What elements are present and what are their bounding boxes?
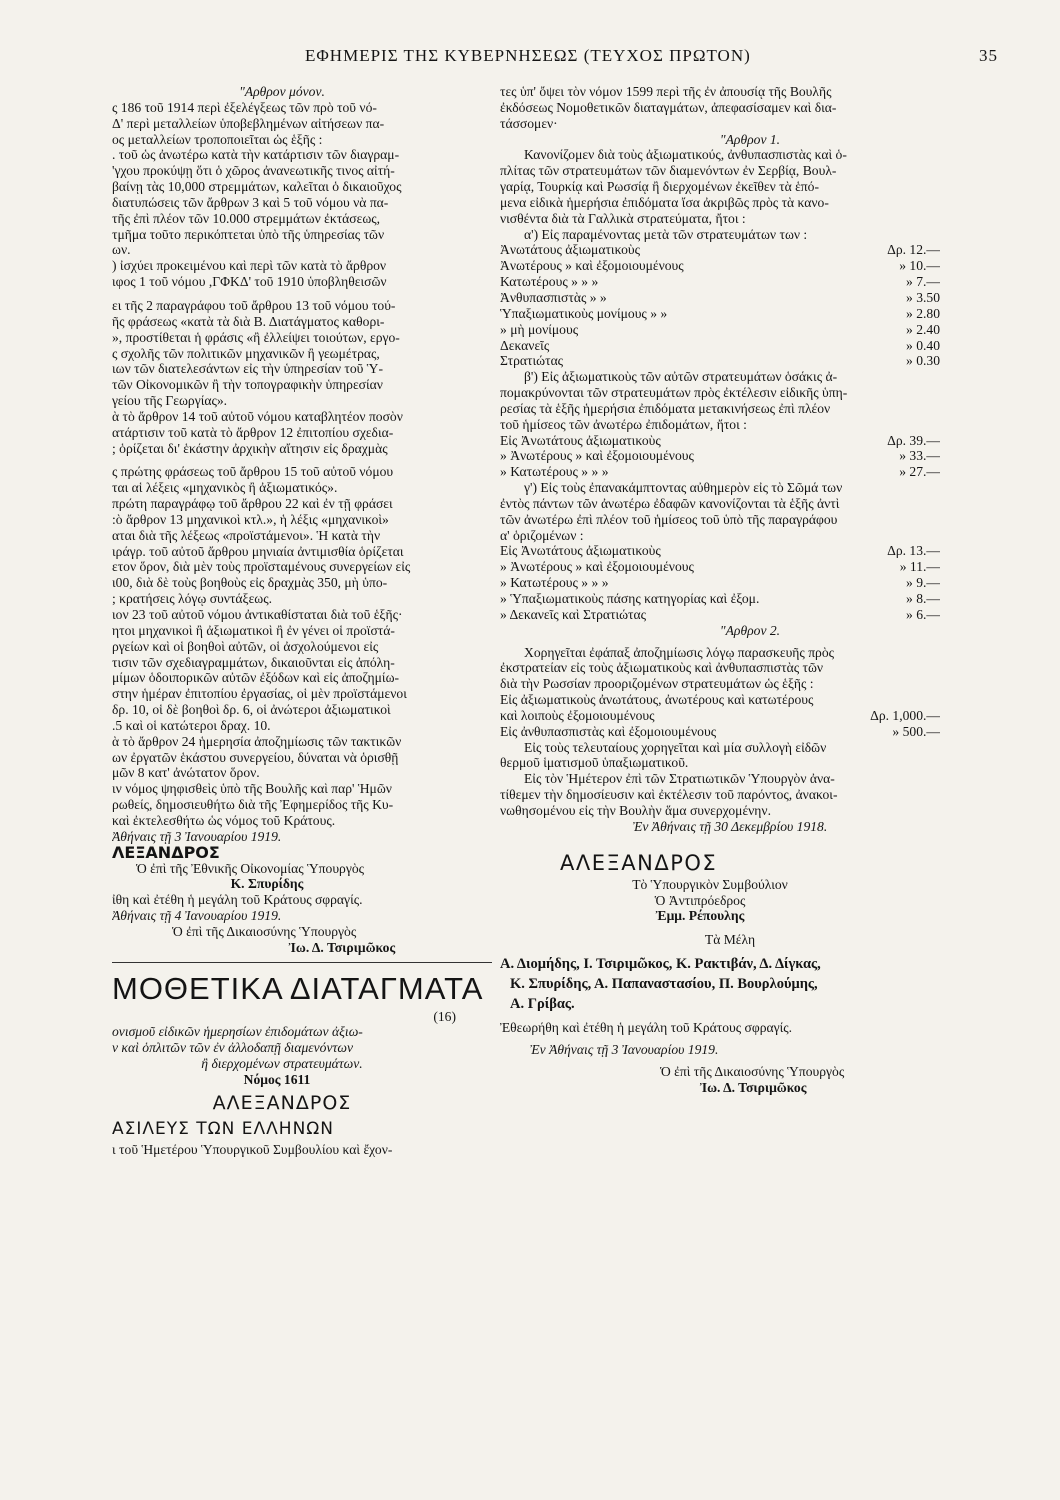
text-line: ι τοῦ Ἡμετέρου Ὑπουργικοῦ Συμβουλίου καὶ ἔχον- xyxy=(112,1141,393,1157)
row-label: Ἀνωτέρους » καὶ ἐξομοιουμένους xyxy=(500,258,684,274)
row-label: » Κατωτέρους » » » xyxy=(500,575,609,591)
table-row xyxy=(500,724,940,740)
date-line: Ἀθήναις τῇ 4 Ἰανουαρίου 1919. xyxy=(112,908,282,924)
decree-number: (16) xyxy=(433,1008,456,1024)
vice-president-title: Ὁ Ἀντιπρόεδρος xyxy=(654,892,746,908)
text-line: ὰ τὸ ἄρθρον 14 τοῦ αὐτοῦ νόμου καταβλητέον ποσὸν xyxy=(112,408,403,424)
table-row xyxy=(500,322,940,338)
row-label: Εἰς Ἀνωτάτους ἀξιωματικοὺς xyxy=(500,543,661,559)
row-amount: Δρ. 1,000.— xyxy=(870,707,940,723)
text-line: 'γχου προκύψῃ ὅτι ὁ χῶρος ἀνανεωτικῆς τινος αἰτή- xyxy=(112,163,395,179)
row-label: Εἰς ἀνθυπασπιστὰς καὶ ἐξομοιουμένους xyxy=(500,723,717,739)
text-line: . τοῦ ὡς ἀνωτέρω κατὰ τὴν κατάρτισιν τῶν διαγραμ- xyxy=(112,147,400,163)
text-line: μίμων ὁδοιπορικῶν αὐτῶν ἐξόδων καὶ εἰς ἀποζημίω- xyxy=(112,670,400,686)
row-label: Εἰς Ἀνωτάτους ἀξιωματικοὺς xyxy=(500,432,661,448)
text-line: .5 καὶ οἱ κατώτεροι δραχ. 10. xyxy=(112,717,271,733)
text-line: διὰ τὴν Ρωσσίαν προοριζομένων στρατευμάτων ὡς ἑξῆς : xyxy=(500,676,814,692)
table-row xyxy=(500,242,940,258)
table-row xyxy=(500,559,940,575)
row-label: Κατωτέρους » » » xyxy=(500,274,599,290)
page-header xyxy=(0,42,1060,72)
table-row xyxy=(500,338,940,354)
members-line: Α. Γρίβας. xyxy=(510,996,575,1013)
signature-alexandros: ΑΛΕΞΑΝΔΡΟΣ xyxy=(212,1091,352,1114)
text-line: νισθέντα διὰ τὰ Γαλλικὰ στρατεύματα, ἤτοι : xyxy=(500,210,746,226)
row-label: καὶ λοιποὺς ἐξομοιουμένους xyxy=(500,707,655,723)
minister-title: Ὁ ἐπὶ τῆς Δικαιοσύνης Ὑπουργὸς xyxy=(172,923,357,939)
allowance-table-d xyxy=(500,708,940,740)
text-line: ι00, διὰ δὲ τοὺς βοηθοὺς εἰς δραχμὰς 350, μὴ ὑπο- xyxy=(112,575,388,591)
members-line: Α. Διομήδης, Ι. Τσιριμῶκος, Κ. Ρακτιβάν, Δ. Δίγκας, xyxy=(500,956,821,973)
table-row xyxy=(500,448,940,464)
text-line: Εἰς τὸν Ἡμέτερον ἐπὶ τῶν Στρατιωτικῶν Ὑπουργὸν ἀνα- xyxy=(524,771,835,787)
article-heading: "Αρθρον μόνον. xyxy=(239,84,325,99)
minister-name: Ἰω. Δ. Τσιριμῶκος xyxy=(288,939,396,955)
text-line: πλίτας τῶν στρατευμάτων τῶν διαμενόντων ἐν Σερβίᾳ, Βουλ- xyxy=(500,163,837,179)
row-label: » Κατωτέρους » » » xyxy=(500,464,609,480)
table-row xyxy=(500,464,940,480)
section-title: ΜΟΘΕΤΙΚΑ ΔΙΑΤΑΓΜΑΤΑ xyxy=(112,970,484,1006)
text-line: πρώτη παραγράφῳ τοῦ ἄρθρου 22 καὶ ἐν τῇ φράσει xyxy=(112,496,393,512)
text-line: ων. xyxy=(112,242,131,258)
row-amount: Δρ. 13.— xyxy=(887,543,940,559)
minister-name: Κ. Σπυρίδης xyxy=(230,876,304,892)
text-line: ται αἱ λέξεις «μηχανικὸς ἢ ἀξιωματικός». xyxy=(112,480,338,496)
decree-subject: ονισμοῦ εἰδικῶν ἡμερησίων ἐπιδομάτων ἀξιω- xyxy=(112,1024,363,1040)
text-line: ιράγρ. τοῦ αὐτοῦ ἄρθρου μηνιαία ἀντιμισθία ὁρίζεται xyxy=(112,543,404,559)
row-amount: » 7.— xyxy=(906,274,940,290)
left-column xyxy=(112,84,492,1158)
minister-title: Ὁ ἐπὶ τῆς Ἐθνικῆς Οἰκονομίας Ὑπουργὸς xyxy=(136,860,365,876)
signature-alexandros: ΑΛΕΞΑΝΔΡΟΣ xyxy=(560,850,718,875)
text-line: δρ. 10, οἱ δὲ βοηθοὶ δρ. 6, οἱ ἀνώτεροι ἀξιωματικοὶ xyxy=(112,702,391,718)
text-line: ετον ὅρον, διὰ μὲν τοὺς προϊσταμένους συνεργείων εἰς xyxy=(112,559,411,575)
article-heading: "Αρθρον 2. xyxy=(719,622,781,638)
right-column xyxy=(500,84,940,1095)
text-line: τῆς ἐπὶ πλέον τῶν 10.000 στρεμμάτων ἐκτάσεως, xyxy=(112,210,381,226)
text-line: μενα εἰδικὰ ἡμερήσια ἐπιδόματα ἴσα ἀκριβῶς πρὸς τὰ κανο- xyxy=(500,194,829,210)
decree-subject: ἢ διερχομένων στρατευμάτων. xyxy=(201,1056,363,1072)
text-line: ; κρατήσεις λόγῳ συντάξεως. xyxy=(112,591,273,607)
seal-line: ἰθη καὶ ἐτέθη ἡ μεγάλη τοῦ Κράτους σφραγίς. xyxy=(112,892,363,908)
row-amount: » 27.— xyxy=(899,464,940,480)
text-line: ητοι μηχανικοὶ ἢ ἀξιωματικοὶ ἢ ἐν γένει οἱ προϊστά- xyxy=(112,622,395,638)
row-amount: » 9.— xyxy=(906,575,940,591)
section-divider xyxy=(112,962,492,963)
text-line: αται διὰ τῆς λέξεως «προϊστάμενοι». Ἡ κατὰ τὴν xyxy=(112,527,381,543)
text-line: μῶν 8 κατ' ἀνώτατον ὅρον. xyxy=(112,765,260,781)
text-line: ἐκδόσεως Νομοθετικῶν διαταγμάτων, ἀπεφασίσαμεν καὶ δια- xyxy=(500,99,837,115)
row-label: Ἀνθυπασπιστὰς » » xyxy=(500,289,607,305)
text-line: ς 186 τοῦ 1914 περὶ ἐξελέγξεως τῶν πρὸ τοῦ νό- xyxy=(112,99,377,115)
text-line: γ') Εἰς τοὺς ἐπανακάμπτοντας αὐθημερὸν εἰς τὸ Σῶμά των xyxy=(524,480,843,496)
law-number: Νόμος 1611 xyxy=(243,1071,311,1087)
text-line: ργείων καὶ οἱ βοηθοὶ αὐτῶν, οἱ ἀσχολούμενοι εἰς xyxy=(112,638,379,654)
date-line: Ἐν Ἀθήναις τῇ 30 Δεκεμβρίου 1918. xyxy=(632,818,828,834)
row-amount: » 500.— xyxy=(892,723,940,739)
row-label: » Ἀνωτέρους » καὶ ἐξομοιουμένους xyxy=(500,559,694,575)
seal-line: Ἐθεωρήθη καὶ ἐτέθη ἡ μεγάλη τοῦ Κράτους σφραγίς. xyxy=(500,1020,793,1036)
text-line: τῶν Οἰκονομικῶν ἢ τὴν τοπογραφικὴν ὑπηρεσίαν xyxy=(112,377,383,393)
text-line: β') Εἰς ἀξιωματικοὺς τῶν αὐτῶν στρατευμάτων ὁσάκις ἀ- xyxy=(524,369,838,385)
table-row xyxy=(500,543,940,559)
row-amount: » 10.— xyxy=(899,258,940,274)
table-row xyxy=(500,575,940,591)
text-line: ) ἰσχύει προκειμένου καὶ περὶ τῶν κατὰ τὸ ἄρθρον xyxy=(112,258,387,274)
row-amount: » 8.— xyxy=(906,591,940,606)
minister-name: Ἰω. Δ. Τσιριμῶκος xyxy=(700,1079,807,1095)
text-line: ρωθείς, δημοσιευθήτω διὰ τῆς Ἐφημερίδος τῆς Κυ- xyxy=(112,797,394,813)
header-title: ΕΦΗΜΕΡΙΣ ΤΗΣ ΚΥΒΕΡΝΗΣΕΩΣ (ΤΕΥΧΟΣ ΠΡΩΤΟΝ) xyxy=(305,46,751,65)
text-line: γείου τῆς Γεωργίας». xyxy=(112,393,228,409)
text-line: ς πρώτης φράσεως τοῦ ἄρθρου 15 τοῦ αὐτοῦ νόμου xyxy=(112,464,394,480)
text-line: α' ὁριζομένων : xyxy=(500,527,584,543)
row-label: Ἀνωτάτους ἀξιωματικοὺς xyxy=(500,242,641,258)
text-line: βαίνῃ τὰς 10,000 στρεμμάτων, καλεῖται ὁ δικαιοῦχος xyxy=(112,179,402,195)
text-line: στην ἡμέραν ἐπιτοπίου ἐργασίας, οἱ μὲν προϊστάμενοι xyxy=(112,686,407,702)
text-line: ἐκστρατείαν εἰς τοὺς ἀξιωματικοὺς καὶ ἀνθυπασπιστὰς τῶν xyxy=(500,660,824,676)
row-label: » Δεκανεῖς καὶ Στρατιώτας xyxy=(500,606,647,622)
text-line: ῆς φράσεως «κατὰ τὰ διὰ Β. Διατάγματος καθορι- xyxy=(112,313,385,329)
row-label: Δεκανεῖς xyxy=(500,337,550,353)
table-row xyxy=(500,274,940,290)
row-amount: » 0.40 xyxy=(906,337,940,353)
text-line: Εἰς τοὺς τελευταίους χορηγεῖται καὶ μία συλλογὴ εἰδῶν xyxy=(524,739,827,755)
text-line: Χορηγεῖται ἐφάπαξ ἀποζημίωσις λόγῳ παρασκευῆς πρὸς xyxy=(524,644,835,660)
text-line: ὰ τὸ ἄρθρον 24 ἡμερησία ἀποζημίωσις τῶν τακτικῶν xyxy=(112,733,402,749)
text-line: Κανονίζομεν διὰ τοὺς ἀξιωματικούς, ἀνθυπασπιστὰς καὶ ὁ- xyxy=(524,147,847,163)
text-line: ων ἐργατῶν ἑκάστου συνεργείου, δύναται νὰ ὁρισθῇ xyxy=(112,749,399,765)
text-line: θερμοῦ ἱματισμοῦ ὑπαξιωματικοῦ. xyxy=(500,755,689,771)
allowance-table-c xyxy=(500,543,940,622)
table-row xyxy=(500,290,940,306)
row-amount: » 33.— xyxy=(899,448,940,464)
table-row xyxy=(500,306,940,322)
minister-title: Ὁ ἐπὶ τῆς Δικαιοσύνης Ὑπουργὸς xyxy=(660,1063,845,1079)
table-row xyxy=(500,258,940,274)
text-line: τοῦ ἡμίσεος τῶν ἀνωτέρω ἐπιδομάτων, ἤτοι : xyxy=(500,416,747,432)
text-line: πομακρύνονται τῶν στρατευμάτων πρὸς ἐκτέλεσιν εἰδικῆς ὑπη- xyxy=(500,385,848,401)
text-line: Δ' περὶ μεταλλείων ὑποβεβλημένων αἰτήσεων πα- xyxy=(112,115,385,131)
row-amount: » 6.— xyxy=(906,606,940,622)
row-label: Ὑπαξιωματικοὺς μονίμους » » xyxy=(500,305,668,321)
vice-president-name: Ἐμμ. Ρέπουλης xyxy=(655,908,745,924)
row-amount: » 2.80 xyxy=(906,305,940,321)
text-line: τίθεμεν τὴν δημοσίευσιν καὶ ἐκτέλεσιν τοῦ παρόντος, ἀνακοι- xyxy=(500,787,838,803)
text-line: ει τῆς 2 παραγράφου τοῦ ἄρθρου 13 τοῦ νόμου τού- xyxy=(112,297,396,313)
text-line: τες ὑπ' ὄψει τὸν νόμον 1599 περὶ τῆς ἐν ἀπουσίᾳ τῆς Βουλῆς xyxy=(500,84,832,99)
row-amount: Δρ. 12.— xyxy=(887,242,940,258)
members-line: Κ. Σπυρίδης, Α. Παπαναστασίου, Π. Βουρλούμης, xyxy=(510,976,818,993)
signature-alexandros: ΛΕΞΑΝΔΡΟΣ xyxy=(112,844,220,861)
text-line: ; ὁρίζεται δι' ἑκάστην ἀρχικὴν αἴτησιν εἰς δραχμὰς xyxy=(112,440,388,456)
text-line: καὶ ἐκτελεσθήτω ὡς νόμος τοῦ Κράτους. xyxy=(112,812,336,828)
row-label: Στρατιώτας xyxy=(500,353,564,369)
text-line: τῶν ἀνωτέρω ἐπὶ πλέον τοῦ ἡμίσεος τοῦ ὑπὸ τῆς παραγράφου xyxy=(500,511,838,527)
row-amount: » 11.— xyxy=(899,559,940,575)
members-title: Τὰ Μέλη xyxy=(704,932,756,948)
page-number: 35 xyxy=(979,46,998,65)
table-row xyxy=(500,591,940,607)
text-line: ιν νόμος ψηφισθεὶς ὑπὸ τῆς Βουλῆς καὶ παρ' Ἡμῶν xyxy=(112,781,392,797)
allowance-table-a xyxy=(500,242,940,369)
text-line: ιον 23 τοῦ αὐτοῦ νόμου ἀντικαθίσταται διὰ τοῦ ἑξῆς· xyxy=(112,607,403,622)
table-row xyxy=(500,607,940,623)
text-line: ἐντὸς πάντων τῶν ἀνωτέρω ἐδαφῶν κανονίζονται τὰ ἑξῆς ἀντὶ xyxy=(500,495,840,511)
row-label: » μὴ μονίμους xyxy=(500,321,579,337)
text-line: τμῆμα τοῦτο περικόπτεται ὑπὸ τῆς ὑπηρεσίας τῶν xyxy=(112,226,385,242)
text-line: νωθησομένου εἰς τὴν Βουλὴν ἅμα συνερχομένην. xyxy=(500,802,771,818)
row-amount: » 3.50 xyxy=(906,289,940,305)
king-title: ΑΣΙΛΕΥΣ ΤΩΝ ΕΛΛΗΝΩΝ xyxy=(112,1118,334,1139)
text-line: ς σχολῆς τῶν πολιτικῶν μηχανικῶν ἢ γεωμέτρας, xyxy=(112,345,380,361)
text-line: διατυπώσεις τῶν ἄρθρων 3 καὶ 5 τοῦ νόμου νὰ πα- xyxy=(112,194,389,210)
text-line: α') Εἰς παραμένοντας μετὰ τῶν στρατευμάτων των : xyxy=(524,226,808,242)
row-amount: » 0.30 xyxy=(906,353,940,369)
row-amount: Δρ. 39.— xyxy=(887,432,940,448)
text-line: ατάρτισιν τοῦ κατὰ τὸ ἄρθρον 12 ἐπιτοπίου σχεδια- xyxy=(112,424,394,440)
text-line: τάσσομεν· xyxy=(500,115,558,131)
article-heading: "Αρθρον 1. xyxy=(719,131,781,147)
row-label: » Ἀνωτέρους » καὶ ἐξομοιουμένους xyxy=(500,448,694,464)
text-line: Εἰς ἀξιωματικοὺς ἀνωτάτους, ἀνωτέρους καὶ κατωτέρους xyxy=(500,692,814,708)
cabinet-line: Τὸ Ὑπουργικὸν Συμβούλιον xyxy=(632,876,788,892)
allowance-table-b xyxy=(500,433,940,481)
table-row xyxy=(500,353,940,369)
text-line: », προστίθεται ἡ φράσις «ἢ ἐλλείψει τοιούτων, εργο- xyxy=(112,329,400,345)
text-line: ρεσίας τὰ ἑξῆς ἡμερήσια ἐπιδόματα μετακινήσεως ἐπὶ πλέον xyxy=(500,400,831,416)
row-label: » Ὑπαξιωματικοὺς πάσης κατηγορίας καὶ ἐξομ. xyxy=(500,591,760,606)
text-line: :ὸ ἄρθρον 13 μηχανικοὶ κτλ.», ἡ λέξις «μηχανικοὶ» xyxy=(112,511,389,527)
table-row xyxy=(500,708,940,724)
text-line: τισιν τῶν σχεδιαγραμμάτων, δικαιοῦνται εἰς ἀπόλη- xyxy=(112,654,395,670)
date-line: Ἐν Ἀθήναις τῇ 3 Ἰανουαρίου 1919. xyxy=(530,1041,719,1057)
text-line: ος μεταλλείων τροποποιεῖται ὡς ἑξῆς : xyxy=(112,131,323,147)
date-line: Ἀθήναις τῇ 3 Ἰανουαρίου 1919. xyxy=(112,828,282,844)
row-amount: » 2.40 xyxy=(906,321,940,337)
text-line: ιφος 1 τοῦ νόμου ,ΓΦΚΔ' τοῦ 1910 ὑποβληθεισῶν xyxy=(112,274,387,290)
text-line: ιων τῶν διατελεσάντων εἰς τὴν ὑπηρεσίαν τοῦ Ὑ- xyxy=(112,361,384,377)
decree-subject: ν καὶ ὁπλιτῶν τῶν ἐν ἀλλοδαπῇ διαμενόντων xyxy=(112,1040,354,1056)
table-row xyxy=(500,433,940,449)
text-line: γαρίᾳ, Τουρκίᾳ καὶ Ρωσσίᾳ ἢ διερχομένων ἐκεῖθεν τὰ ἑπό- xyxy=(500,179,819,195)
